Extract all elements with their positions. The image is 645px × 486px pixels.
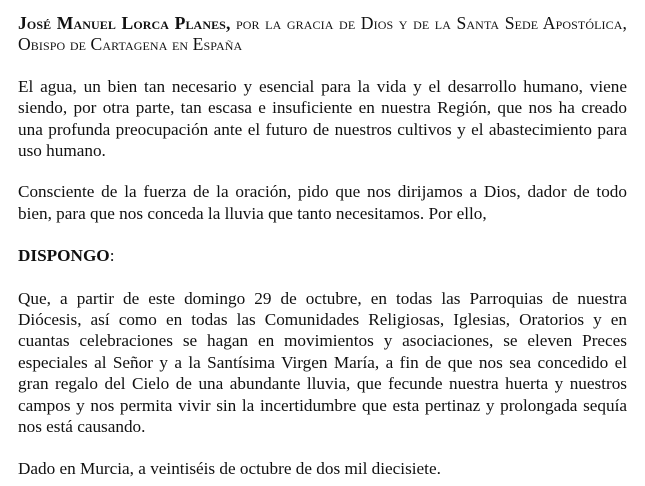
closing-line: Dado en Murcia, a veintiséis de octubre de dos mil diecisiete. xyxy=(18,458,441,478)
bishop-name: José Manuel Lorca Planes, xyxy=(18,13,231,33)
dispongo-heading xyxy=(18,245,627,266)
heading-title: por la gracia de Dios y de la Santa Sede Apostólica, Obispo de Cartagena en España xyxy=(18,13,628,55)
paragraph-decree: Que, a partir de este domingo 29 de octubre, en todas las Parroquias de nuestra Diócesis, así como en todas las Comunidades Religiosas, Iglesias, Oratorios y en cuantas celebraciones se hagan en movimientos y asociaciones, se eleven Preces especiales al Señor y a la Santísima Virgen María, a fin de que nos sea concedido el gran regalo del Cielo de una abundante lluvia, que fecunde nuestra huerta y nuestros campos y nos permita vivir sin la incertidumbre que esta pertinaz y prolongada sequía nos está causando. xyxy=(18,288,627,437)
decree-heading xyxy=(18,13,627,56)
dispongo-colon: : xyxy=(109,246,115,266)
dispongo-label: DISPONGO xyxy=(18,246,110,266)
paragraph-water: El agua, un bien tan necesario y esencial para la vida y el desarrollo humano, viene siendo, por otra parte, tan escasa e insuficiente en nuestra Región, que nos ha creado una profunda preocupación ante el futuro de nuestros cultivos y el abastecimiento para uso humano. xyxy=(18,76,627,161)
paragraph-prayer: Consciente de la fuerza de la oración, pido que nos dirijamos a Dios, dador de todo bien, para que nos conceda la lluvia que tanto necesitamos. Por ello, xyxy=(18,182,627,223)
